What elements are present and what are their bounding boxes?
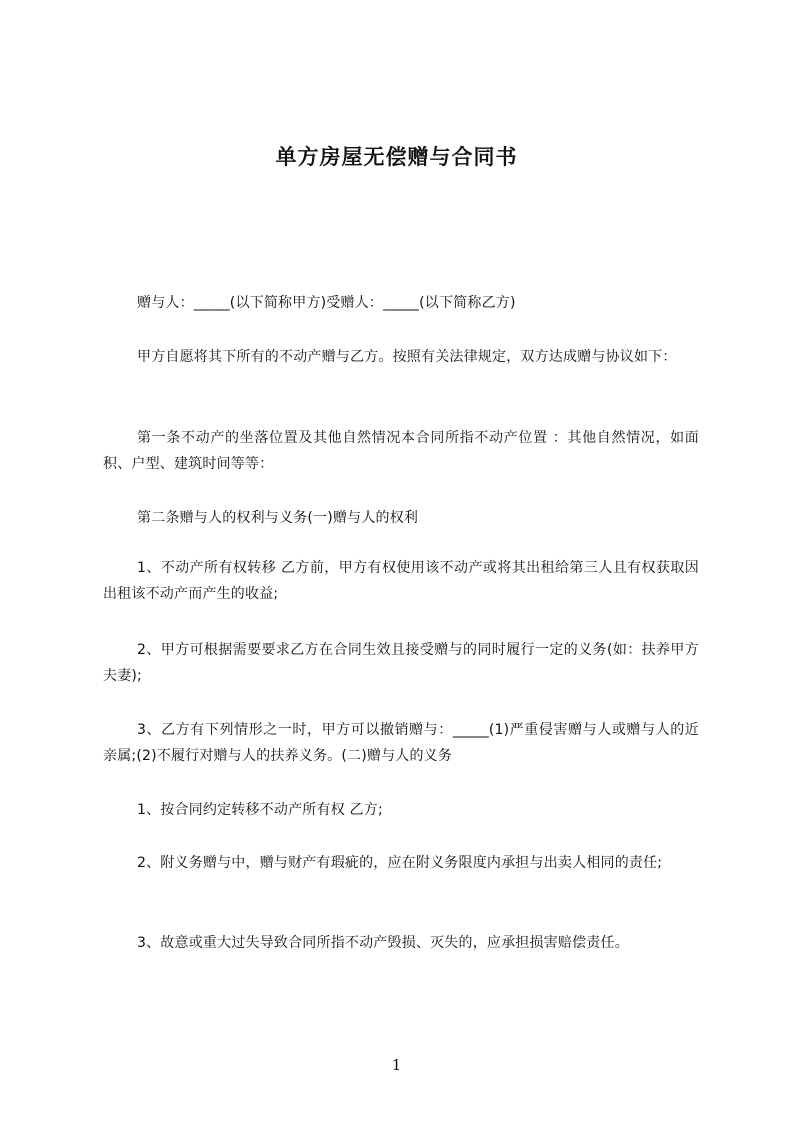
paragraph-right-3: 3、乙方有下列情形之一时，甲方可以撤销赠与：_____(1)严重侵害赠与人或赠与人的近亲属;(2)不履行对赠与人的扶养义务。(二)赠与人的义务: [103, 722, 699, 764]
paragraph-article-2-heading: 第二条赠与人的权利与义务(一)赠与人的权利: [137, 510, 419, 526]
paragraph-intro: 甲方自愿将其下所有的不动产赠与乙方。按照有关法律规定，双方达成赠与协议如下：: [137, 349, 677, 365]
paragraph-article-1: 第一条不动产的坐落位置及其他自然情况本合同所指不动产位置 ：其他自然情况，如面积、户型、建筑时间等等：: [103, 430, 699, 472]
paragraph-duty-1: 1、按合同约定转移不动产所有权 乙方;: [137, 802, 383, 818]
paragraph-parties: 赠与人：_____(以下简称甲方)受赠人：_____(以下简称乙方): [137, 295, 516, 311]
paragraph-right-1: 1、不动产所有权转移 乙方前，甲方有权使用该不动产或将其出租给第三人且有权获取因出租该不动产而产生的收益;: [103, 560, 699, 602]
paragraph-duty-3: 3、故意或重大过失导致合同所指不动产毁损、灭失的，应承担损害赔偿责任。: [137, 935, 629, 951]
document-title: 单方房屋无偿赠与合同书: [275, 145, 518, 169]
paragraph-duty-2: 2、附义务赠与中，赠与财产有瑕疵的，应在附义务限度内承担与出卖人相同的责任;: [137, 855, 663, 871]
page-number: 1: [391, 1056, 402, 1074]
paragraph-right-2: 2、甲方可根据需要要求乙方在合同生效且接受赠与的同时履行一定的义务(如：扶养甲方夫妻);: [103, 642, 699, 684]
